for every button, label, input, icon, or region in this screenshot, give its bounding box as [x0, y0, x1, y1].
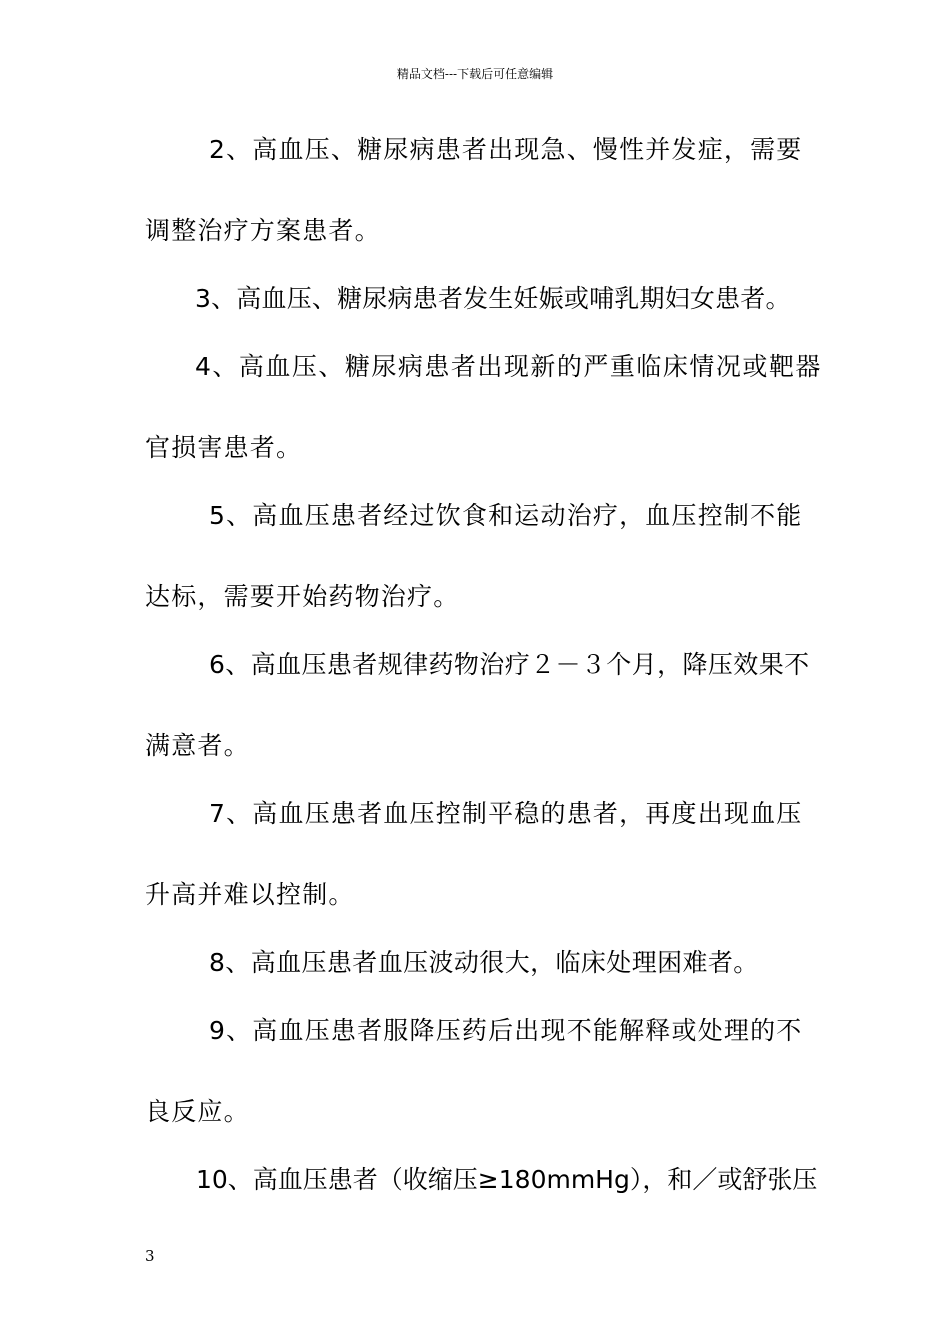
item-7-line-1: 7、高血压患者血压控制平稳的患者，再度出现血压 — [209, 799, 803, 828]
item-5-line-2: 达标，需要开始药物治疗。 — [145, 582, 460, 611]
page-header: 精品文档---下载后可任意编辑 — [396, 67, 554, 81]
item-3-line-1: 3、高血压、糖尿病患者发生妊娠或哺乳期妇女患者。 — [195, 284, 791, 313]
item-4-line-2: 官损害患者。 — [145, 433, 303, 462]
item-2-line-2: 调整治疗方案患者。 — [145, 216, 381, 245]
item-10-line-1: 10、高血压患者（收缩压≥180mmHg），和／或舒张压 — [196, 1165, 818, 1194]
item-6-line-1: 6、高血压患者规律药物治疗２－３个月，降压效果不 — [209, 650, 810, 679]
item-7-line-2: 升高并难以控制。 — [145, 880, 355, 909]
item-4-line-1: 4、高血压、糖尿病患者出现新的严重临床情况或靶器 — [195, 352, 822, 381]
page-number: 3 — [145, 1247, 155, 1265]
item-9-line-1: 9、高血压患者服降压药后出现不能解释或处理的不 — [209, 1016, 803, 1045]
item-6-line-2: 满意者。 — [145, 731, 250, 760]
item-5-line-1: 5、高血压患者经过饮食和运动治疗，血压控制不能 — [209, 501, 803, 530]
item-2-line-1: 2、高血压、糖尿病患者出现急、慢性并发症，需要 — [209, 135, 803, 164]
item-8-line-1: 8、高血压患者血压波动很大，临床处理困难者。 — [209, 948, 759, 977]
item-9-line-2: 良反应。 — [145, 1097, 250, 1126]
